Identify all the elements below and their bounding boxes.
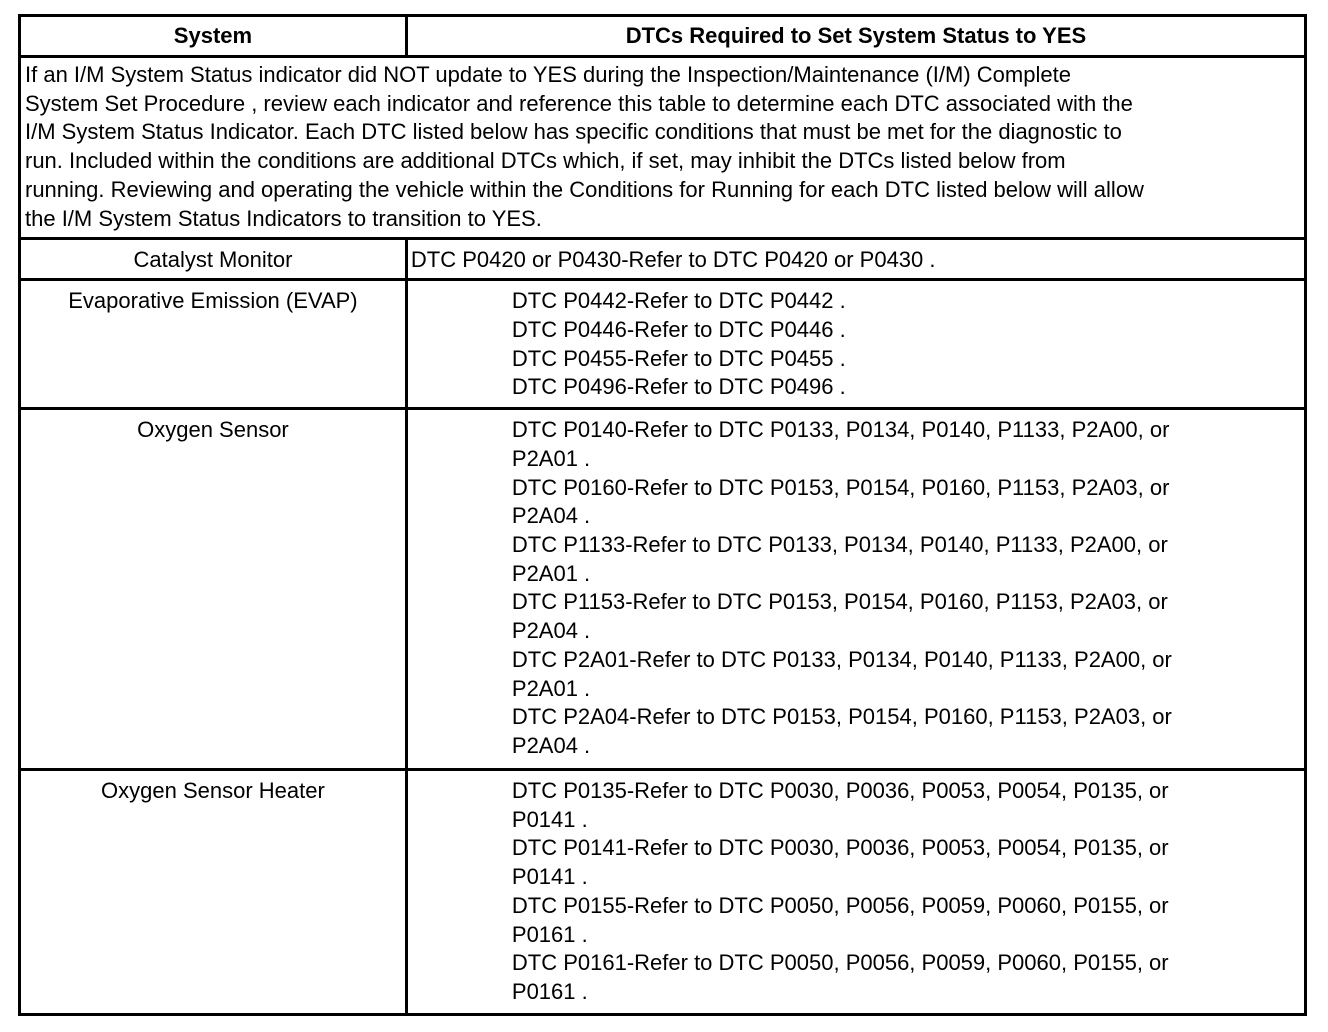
table-row-oxygen-sensor: [20, 409, 1306, 770]
header-system: System: [20, 16, 407, 57]
dtc-cell: [406, 770, 1305, 1015]
dtc-line: DTC P0160-Refer to DTC P0153, P0154, P0160, P1153, P2A03, or: [511, 474, 1170, 500]
intro-line: the I/M System Status Indicators to transition to YES.: [25, 205, 542, 231]
intro-line: running. Reviewing and operating the vehicle within the Conditions for Running for each DTC listed below will allow: [25, 176, 1144, 202]
intro-line: If an I/M System Status indicator did NOT update to YES during the Inspection/Maintenance (I/M) Complete: [25, 62, 1071, 87]
dtc-line: P0141 .: [511, 864, 588, 890]
dtc-line: DTC P0420 or P0430-Refer to DTC P0420 or P0430 .: [410, 247, 936, 273]
dtc-line: P0141 .: [511, 806, 588, 832]
intro-line: System Set Procedure , review each indicator and reference this table to determine each DTC associated with the: [25, 90, 1133, 116]
system-name: Evaporative Emission (EVAP): [20, 280, 407, 409]
dtc-line: DTC P0141-Refer to DTC P0030, P0036, P0053, P0054, P0135, or: [511, 835, 1169, 861]
dtc-line: DTC P2A01-Refer to DTC P0133, P0134, P0140, P1133, P2A00, or: [511, 646, 1172, 672]
dtc-line: DTC P0455-Refer to DTC P0455 .: [511, 345, 846, 371]
dtc-line: DTC P0442-Refer to DTC P0442 .: [511, 288, 846, 314]
dtc-cell: [406, 280, 1305, 409]
dtc-line: DTC P1153-Refer to DTC P0153, P0154, P0160, P1153, P2A03, or: [511, 589, 1168, 615]
dtc-status-table: [18, 14, 1307, 1016]
dtc-line: DTC P1133-Refer to DTC P0133, P0134, P0140, P1133, P2A00, or: [511, 532, 1168, 558]
dtc-line: P0161 .: [511, 978, 588, 1004]
dtc-line: P2A01 .: [511, 445, 591, 471]
dtc-line: DTC P0496-Refer to DTC P0496 .: [511, 374, 846, 400]
dtc-line: DTC P2A04-Refer to DTC P0153, P0154, P0160, P1153, P2A03, or: [511, 704, 1172, 730]
dtc-line: P2A04 .: [511, 618, 591, 644]
dtc-line: P0161 .: [511, 921, 588, 947]
dtc-line: P2A01 .: [511, 560, 591, 586]
header-dtcs: DTCs Required to Set System Status to YES: [406, 16, 1305, 57]
table-row-oxygen-sensor-heater: [20, 770, 1306, 1015]
table-row-catalyst-monitor: [20, 239, 1306, 280]
system-name: Catalyst Monitor: [20, 239, 407, 280]
dtc-line: DTC P0446-Refer to DTC P0446 .: [511, 316, 846, 342]
system-name: Oxygen Sensor Heater: [20, 770, 407, 1015]
intro-paragraph: [20, 57, 1306, 239]
intro-line: run. Included within the conditions are additional DTCs which, if set, may inhibit the DTCs listed below from: [25, 148, 1066, 174]
dtc-cell: [406, 239, 1305, 280]
dtc-line: P2A04 .: [511, 503, 591, 529]
dtc-line: DTC P0161-Refer to DTC P0050, P0056, P0059, P0060, P0155, or: [511, 950, 1169, 976]
dtc-line: P2A01 .: [511, 675, 591, 701]
intro-line: I/M System Status Indicator. Each DTC listed below has specific conditions that must be met for the diagnostic to: [25, 119, 1122, 145]
table-header-row: [20, 16, 1306, 57]
table-row-evap: [20, 280, 1306, 409]
dtc-line: DTC P0140-Refer to DTC P0133, P0134, P0140, P1133, P2A00, or: [511, 417, 1170, 443]
system-name: Oxygen Sensor: [20, 409, 407, 770]
dtc-line: DTC P0155-Refer to DTC P0050, P0056, P0059, P0060, P0155, or: [511, 892, 1169, 918]
dtc-line: DTC P0135-Refer to DTC P0030, P0036, P0053, P0054, P0135, or: [511, 778, 1169, 804]
dtc-line: P2A04 .: [511, 732, 591, 758]
dtc-cell: [406, 409, 1305, 770]
intro-row: [20, 57, 1306, 239]
